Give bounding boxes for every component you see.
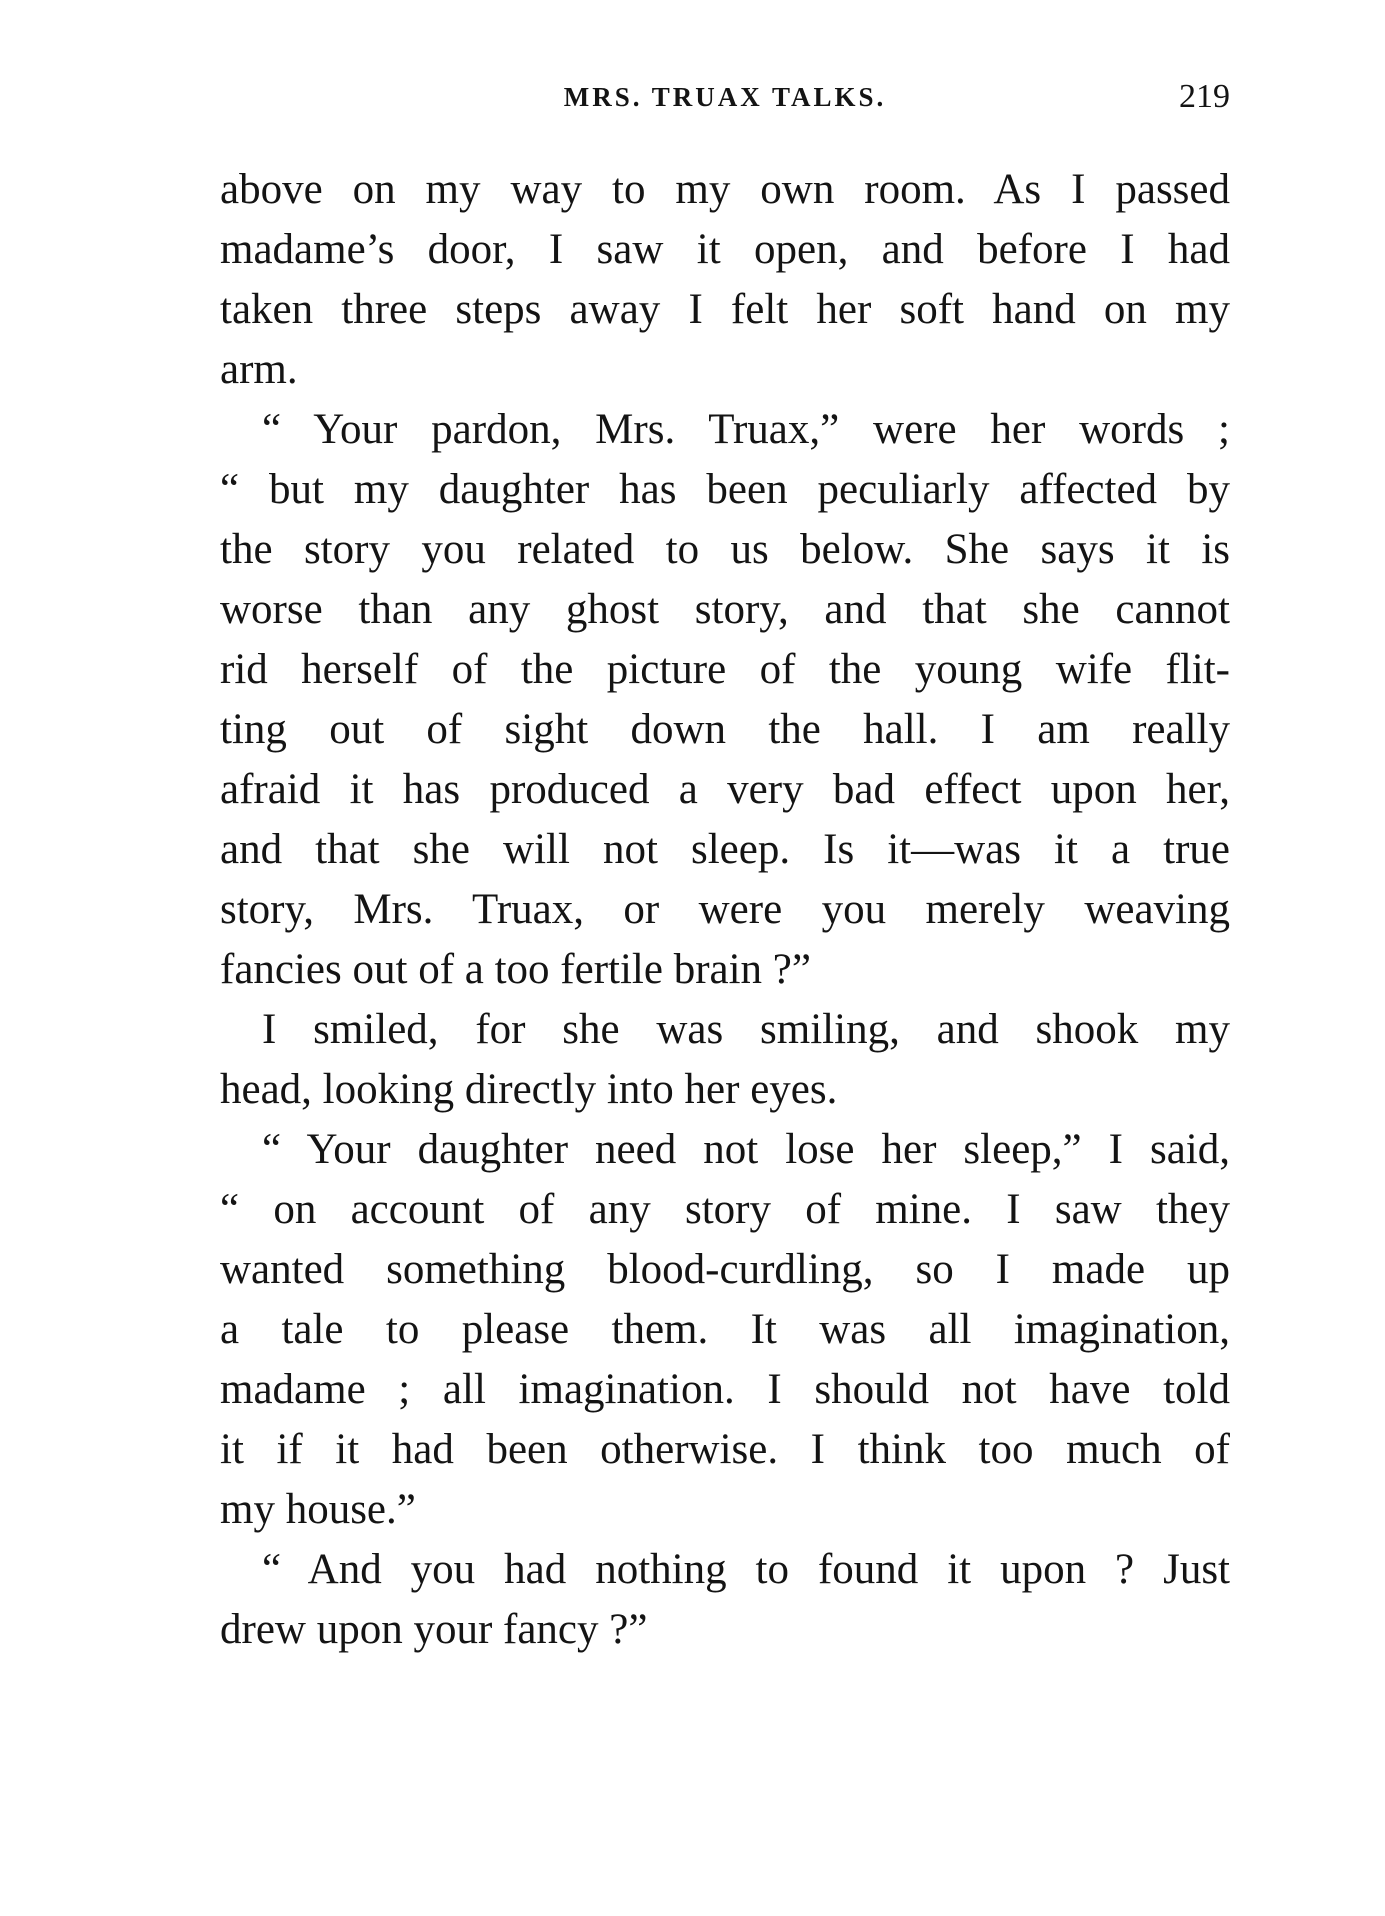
text-line: “ Your daughter need not lose her sleep,” I said, — [262, 1126, 1230, 1173]
text-line: the story you related to us below. She says it is — [220, 526, 1230, 573]
text-line: “ Your pardon, Mrs. Truax,” were her words ; — [262, 406, 1230, 453]
paragraph-2 — [220, 400, 1230, 1000]
text-line: it if it had been otherwise. I think too much of — [220, 1426, 1230, 1473]
text-line: worse than any ghost story, and that she cannot — [220, 586, 1230, 633]
text-line: above on my way to my own room. As I passed — [220, 166, 1230, 213]
text-line: “ And you had nothing to found it upon ? Just — [262, 1546, 1230, 1593]
text-line: wanted something blood-curdling, so I made up — [220, 1246, 1230, 1293]
text-line: rid herself of the picture of the young wife flit- — [220, 646, 1230, 693]
text-line: madame’s door, I saw it open, and before I had — [220, 226, 1230, 273]
paragraph-3 — [220, 1000, 1230, 1120]
text-line: madame ; all imagination. I should not have told — [220, 1366, 1230, 1413]
body-text — [220, 160, 1230, 1660]
text-line: arm. — [220, 346, 298, 393]
page-number: 219 — [1179, 78, 1230, 115]
text-line: fancies out of a too fertile brain ?” — [220, 946, 811, 993]
text-line: afraid it has produced a very bad effect upon her, — [220, 766, 1230, 813]
running-title: MRS. TRUAX TALKS. — [563, 82, 887, 112]
text-line: ting out of sight down the hall. I am really — [220, 706, 1230, 753]
paragraph-5 — [220, 1540, 1230, 1660]
text-line: story, Mrs. Truax, or were you merely weaving — [220, 886, 1230, 933]
text-line: a tale to please them. It was all imagination, — [220, 1306, 1230, 1353]
text-line: “ but my daughter has been peculiarly affected by — [220, 466, 1230, 513]
text-line: drew upon your fancy ?” — [220, 1606, 648, 1653]
text-line: and that she will not sleep. Is it—was it a true — [220, 826, 1230, 873]
text-line: my house.” — [220, 1486, 416, 1533]
paragraph-1 — [220, 160, 1230, 400]
text-line: head, looking directly into her eyes. — [220, 1066, 838, 1113]
running-header — [220, 72, 1230, 122]
paragraph-4 — [220, 1120, 1230, 1540]
text-line: taken three steps away I felt her soft hand on my — [220, 286, 1230, 333]
text-line: I smiled, for she was smiling, and shook my — [262, 1006, 1230, 1053]
text-line: “ on account of any story of mine. I saw they — [220, 1186, 1230, 1233]
